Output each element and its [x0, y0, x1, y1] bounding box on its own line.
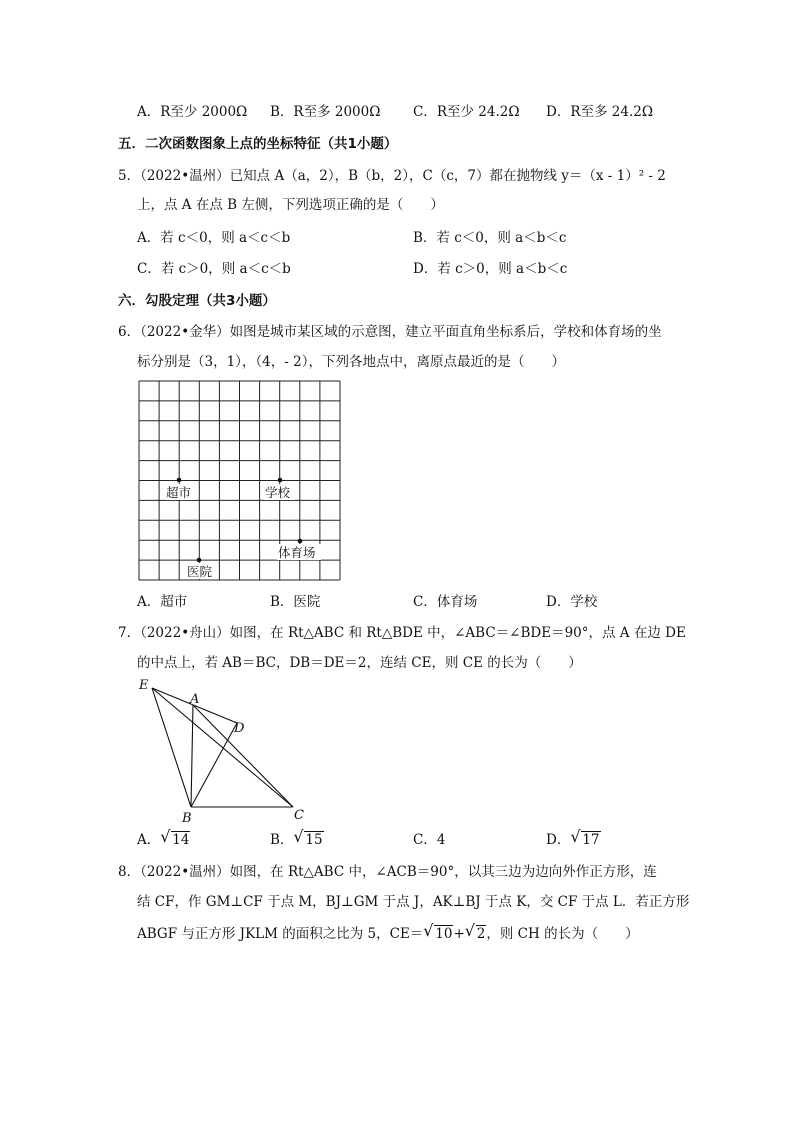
q6-option-b: B．医院 [270, 594, 321, 610]
point-a-label: A [190, 692, 200, 707]
q5-option-c: C．若 c＞0，则 a＜c＜b [137, 261, 291, 277]
section-heading-5: 五．二次函数图象上点的坐标特征（共1小题） [118, 136, 398, 152]
q6-text-line1: 6．（2022•金华）如图是城市某区域的示意图，建立平面直角坐标系后，学校和体育场的坐 [118, 324, 662, 340]
stadium-label: 体育场 [278, 545, 316, 560]
point-e-label: E [139, 678, 149, 693]
q4-option-a: A．R至少 2000Ω [137, 104, 248, 120]
q4-option-c: C．R至少 24.2Ω [413, 104, 520, 120]
q6-text-line2: 标分别是（3，1），（4，- 2），下列各地点中，离原点最近的是（ ） [137, 354, 565, 370]
q5-option-d: D．若 c＞0，则 a＜b＜c [413, 261, 568, 277]
q8-text-line1: 8．（2022•温州）如图，在 Rt△ABC 中，∠ACB＝90°，以其三边为边向外作正方形，连 [118, 864, 657, 880]
q7-text-line2: 的中点上，若 AB＝BC，DB＝DE＝2，连结 CE，则 CE 的长为（ ） [137, 655, 582, 671]
point-d-label: D [234, 721, 245, 736]
supermarket-label: 超市 [166, 485, 192, 500]
supermarket-dot [177, 478, 182, 483]
q6-grid-figure [136, 378, 346, 584]
q8-radicand-2: 2 [476, 926, 486, 942]
q8-radicand-1: 10 [435, 926, 453, 942]
q6-option-a: A．超市 [137, 594, 188, 610]
school-label: 学校 [265, 485, 291, 500]
q5-option-a: A．若 c＜0，则 a＜c＜b [137, 230, 291, 246]
q5-text-line2: 上，点 A 在点 B 左侧，下列选项正确的是（ ） [137, 197, 444, 213]
section-heading-6: 六．勾股定理（共3小题） [118, 293, 276, 309]
q4-option-d: D．R至多 24.2Ω [546, 104, 654, 120]
stadium-dot [298, 539, 303, 544]
q6-option-d: D．学校 [546, 594, 598, 610]
q5-text-line1: 5．（2022•温州）已知点 A（a，2），B（b，2），C（c，7）都在抛物线 y＝（x - 1）² - 2 [118, 168, 666, 184]
point-c-label: C [294, 808, 304, 823]
q8-text-line3: ABGF 与正方形 JKLM 的面积之比为 5，CE＝ √ 10+ √ 2，则 CH 的长为（ ） [137, 921, 639, 942]
q7-text-line1: 7．（2022•舟山）如图，在 Rt△ABC 和 Rt△BDE 中，∠ABC＝∠BDE＝90°，点 A 在边 DE [118, 625, 686, 641]
q7-option-d: D． √ 17 [546, 827, 600, 848]
q8-text-line2: 结 CF，作 GM⊥CF 于点 M，BJ⊥GM 于点 J，AK⊥BJ 于点 K，交 CF 于点 L．若正方形 [137, 894, 690, 910]
q7-option-b-radicand: 15 [305, 832, 323, 848]
q4-option-b: B．R至多 2000Ω [270, 104, 381, 120]
q7-option-d-radicand: 17 [582, 832, 600, 848]
hospital-label: 医院 [187, 564, 213, 579]
q5-option-b: B．若 c＜0，则 a＜b＜c [413, 230, 567, 246]
point-b-label: B [182, 811, 192, 824]
q7-option-a-radicand: 14 [172, 832, 190, 848]
q7-option-a: A． √ 14 [137, 827, 190, 848]
q7-triangle-figure [130, 676, 320, 824]
q7-option-b: B． √ 15 [270, 827, 323, 848]
school-dot [278, 478, 283, 483]
hospital-dot [197, 558, 202, 563]
q6-option-c: C．体育场 [413, 594, 478, 610]
q7-option-c: C．4 [413, 832, 446, 848]
